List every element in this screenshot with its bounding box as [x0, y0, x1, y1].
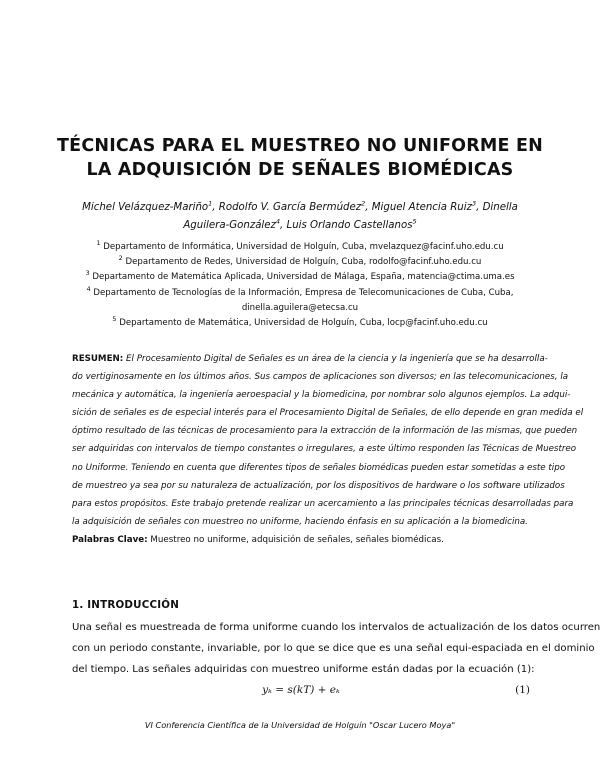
- authors-line-2: [70, 217, 530, 235]
- abstract-line: sición de señales es de especial interés para el Procesamiento Digital de Señales, de ello depende en gran medida el: [72, 408, 584, 419]
- affiliation-text: dinella.aguilera@etecsa.cu: [241, 302, 359, 313]
- affiliation-text: Departamento de Matemática, Universidad de Holguín, Cuba, locp@facinf.uho.edu.cu: [119, 318, 488, 329]
- body-line: Una señal es muestreada de forma uniforme cuando los intervalos de actualización de los datos ocurren: [72, 622, 600, 633]
- author-separator: ,: [476, 202, 483, 213]
- author-affil-sup: 4: [275, 217, 281, 226]
- page-footer: VI Conferencia Científica de la Universidad de Holguín "Oscar Lucero Moya": [144, 720, 456, 730]
- author-separator: ,: [212, 202, 219, 213]
- affiliation-item: [80, 255, 520, 270]
- author-name: Dinella: [482, 202, 518, 213]
- affiliation-item: [80, 240, 520, 255]
- affiliation-item: [80, 286, 520, 301]
- affiliation-text: Departamento de Tecnologías de la Información, Empresa de Telecomunicaciones de Cuba, Cuba,: [93, 287, 514, 298]
- abstract: [72, 350, 584, 549]
- affiliation-list: [80, 240, 520, 331]
- abstract-line: la adquisición de señales con muestreo no uniforme, haciendo énfasis en su aplicación a la biomedicina.: [72, 516, 528, 527]
- keywords-label: Palabras Clave:: [72, 534, 148, 545]
- abstract-line: ser adquiridas con intervalos de tiempo constantes o irregulares, a este último responden las Técnicas de Muestreo: [72, 444, 577, 455]
- abstract-text: El Procesamiento Digital de Señales es un área de la ciencia y la ingeniería que se ha desarrolla-: [126, 354, 548, 364]
- title-line-2: LA ADQUISICIÓN DE SEÑALES BIOMÉDICAS: [86, 160, 514, 180]
- body-line: con un periodo constante, invariable, por lo que se dice que es una señal equi-espaciada en el dominio: [72, 643, 595, 654]
- affiliation-sup: 4: [86, 284, 91, 293]
- abstract-line: óptimo resultado de las técnicas de procesamiento para la extracción de la información de las mismas, que pueden: [72, 426, 578, 437]
- affiliation-item: [80, 301, 520, 316]
- author-affil-sup: 5: [412, 217, 417, 226]
- keywords-text: Muestreo no uniforme, adquisición de señales, señales biomédicas.: [150, 534, 444, 545]
- abstract-line: para estos propósitos. Este trabajo pretende realizar un acercamiento a las principales técnicas desarrolladas para: [72, 498, 574, 509]
- affiliation-sup: 1: [96, 239, 101, 248]
- affiliation-text: Departamento de Informática, Universidad de Holguín, Cuba, mvelazquez@facinf.uho.edu.cu: [103, 242, 504, 252]
- section-body: [72, 617, 600, 680]
- body-line: del tiempo. Las señales adquiridas con muestreo uniforme están dadas por la ecuación (1):: [72, 664, 535, 675]
- author-affil-sup: 3: [471, 199, 477, 208]
- authors-line-1: [70, 199, 530, 217]
- author-name: Rodolfo V. García Bermúdez: [218, 202, 362, 213]
- author-name: Miguel Atencia Ruiz: [371, 202, 472, 213]
- paper-title: [40, 134, 560, 182]
- author-name: Luis Orlando Castellanos: [286, 220, 413, 231]
- affiliation-item: [80, 316, 520, 331]
- author-separator: ,: [280, 220, 287, 231]
- abstract-label: RESUMEN:: [72, 354, 124, 364]
- equation-number: (1): [515, 684, 530, 696]
- abstract-line: mecánica y automática, la ingeniería aeroespacial y la biomedicina, por nombrar solo algunos ejemplos. La adqui-: [72, 390, 571, 401]
- affiliation-item: [80, 270, 520, 285]
- affiliation-sup: 5: [112, 315, 117, 324]
- author-affil-sup: 2: [361, 199, 366, 208]
- abstract-line: do vertiginosamente en los últimos años. Sus campos de aplicaciones son diversos; en las telecomunicaciones, la: [72, 372, 569, 383]
- abstract-line: de muestreo ya sea por su naturaleza de actualización, por los dispositivos de hardware o los software utilizados: [72, 480, 565, 491]
- abstract-line: [72, 350, 548, 368]
- author-separator: ,: [365, 202, 372, 213]
- section-heading: 1. INTRODUCCIÓN: [72, 599, 180, 611]
- author-affil-sup: 1: [208, 199, 213, 208]
- author-name: Aguilera-González: [183, 220, 276, 231]
- affiliation-text: Departamento de Redes, Universidad de Holguín, Cuba, rodolfo@facinf.uho.edu.cu: [125, 257, 482, 268]
- keywords: [72, 531, 530, 549]
- title-line-1: TÉCNICAS PARA EL MUESTREO NO UNIFORME EN: [57, 136, 543, 156]
- equation: [72, 684, 530, 702]
- affiliation-sup: 2: [118, 254, 123, 263]
- author-name: Michel Velázquez-Mariño: [82, 202, 209, 213]
- author-list: [70, 199, 530, 235]
- equation-formula: yₖ = s(kT) + eₖ: [262, 684, 340, 696]
- affiliation-sup: 3: [85, 269, 90, 278]
- abstract-line: no Uniforme. Teniendo en cuenta que diferentes tipos de señales biomédicas pueden estar sometidas a este tipo: [72, 462, 566, 473]
- affiliation-text: Departamento de Matemática Aplicada, Universidad de Málaga, España, matencia@ctima.uma.es: [92, 272, 515, 283]
